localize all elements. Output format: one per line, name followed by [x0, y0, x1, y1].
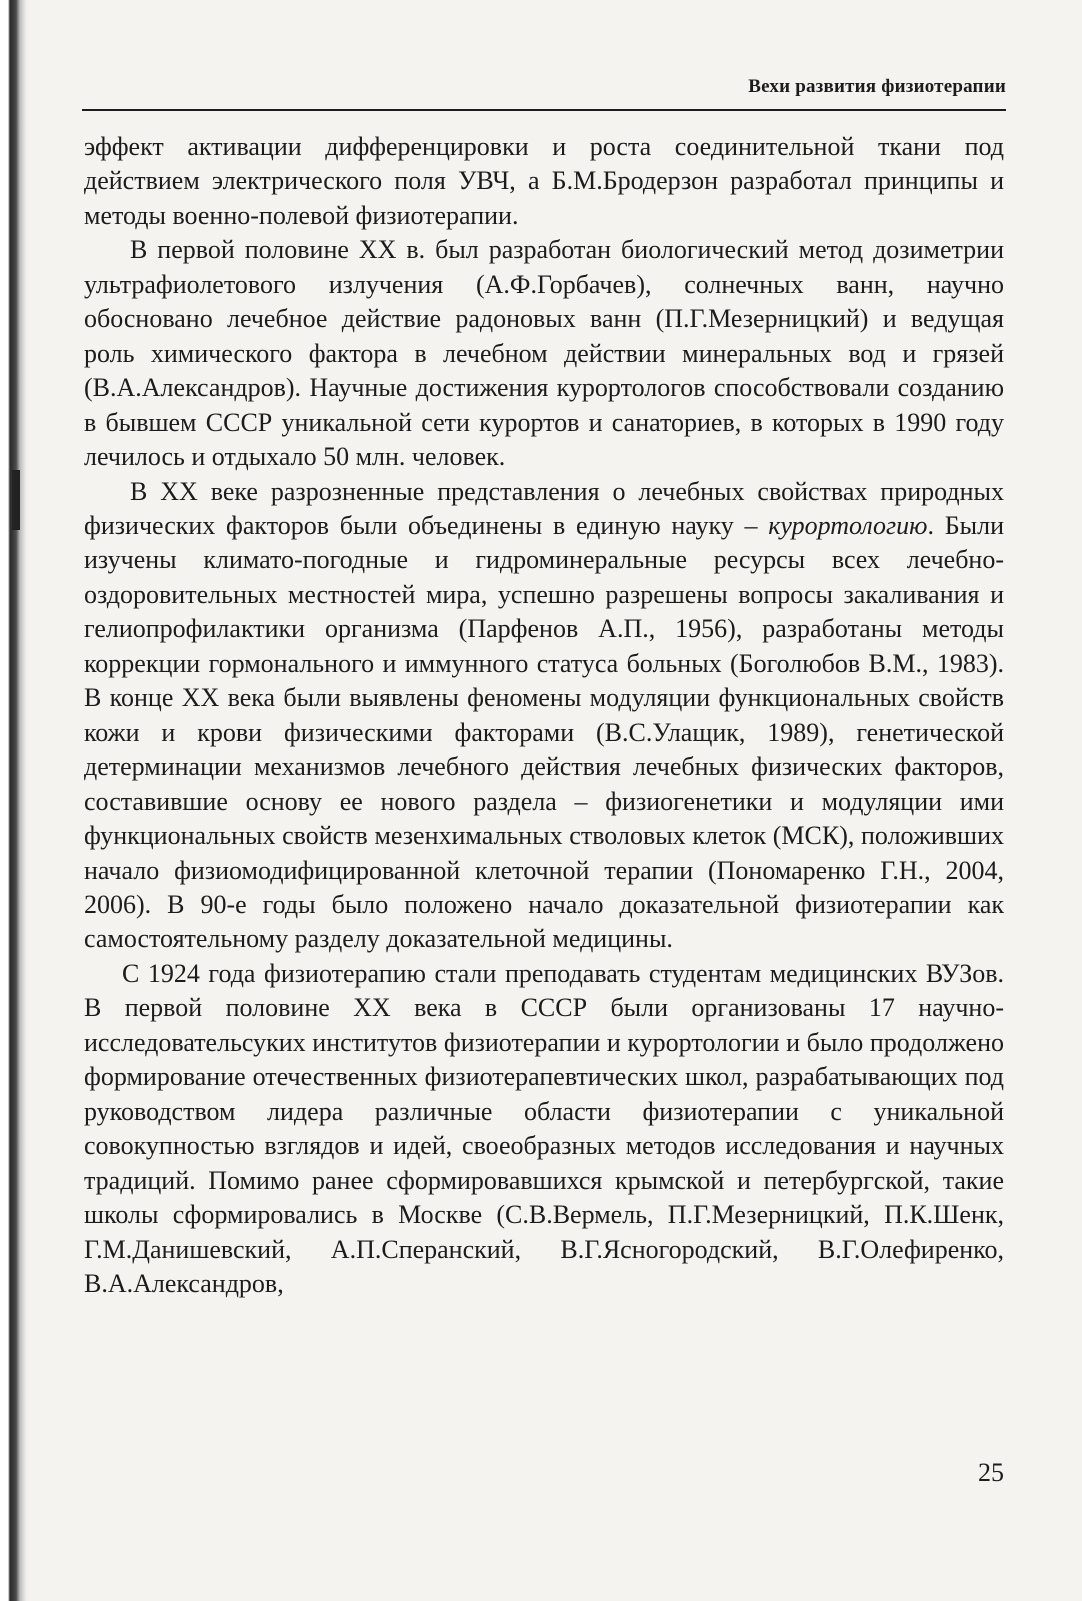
running-head: Вехи развития физиотерапии	[748, 76, 1006, 97]
page-binding-edge	[0, 0, 30, 1601]
binding-shadow-mark	[12, 470, 20, 530]
paragraph-1: эффект активации дифференцировки и роста соединительной ткани под действием электрического поля УВЧ, а Б.М.Бродерзон разработал принципы и методы военно-полевой физиотерапии.	[84, 132, 1004, 230]
header-rule	[82, 109, 1006, 111]
page-number: 25	[978, 1458, 1004, 1487]
paragraph-3-rest: . Были изучены климато-погодные и гидроминеральные ресурсы всех лечебно-оздоровительных местностей мира, успешно разрешены вопросы закаливания и гелиопрофилактики организма (Парфенов А.П., 1956), разработаны методы коррекции гормонального и иммунного статуса больных (Боголюбов В.М., 1983). В конце XX века были выявлены феномены модуляции функциональных свойств кожи и крови физическими факторами (В.С.Улащик, 1989), генетической детерминации механизмов лечебного действия лечебных физических факторов, составившие основу ее нового раздела – физиогенетики и модуляции ими функциональных свойств мезенхимальных стволовых клеток (МСК), положивших начало физиомодифицированной клеточной терапии (Пономаренко Г.Н., 2004, 2006). В 90-е годы было положено начало доказательной физиотерапии как самостоятельному разделу доказательной медицины.	[84, 510, 1004, 954]
paragraph-3-lead: В XX веке разрозненные представления о лечебных свойствах природных физических факторов были объединены в единую науку –	[84, 476, 1004, 540]
paragraph-4: С 1924 года физиотерапию стали преподавать студентам медицинских ВУЗов. В первой половине XX века в СССР были организованы 17 научно-исследовательсуких институтов физиотерапии и курортологии и было продолжено формирование отечественных физиотерапевтических школ, разрабатывающих под руководством лидера различные области физиотерапии с уникальной совокупностью взглядов и идей, своеобразных методов исследования и научных традиций. Помимо ранее сформировавшихся крымской и петербургской, такие школы сформировались в Москве (С.В.Вермель, П.Г.Мезерницкий, П.К.Шенк, Г.М.Данишевский, А.П.Сперанский, В.Г.Ясногородский, В.Г.Олефиренко, В.А.Александров,	[84, 958, 1004, 1298]
paragraph-2: В первой половине XX в. был разработан биологический метод дозиметрии ультрафиолетового излучения (А.Ф.Горбачев), солнечных ванн, научно обосновано лечебное действие радоновых ванн (П.Г.Мезерницкий) и ведущая роль химического фактора в лечебном действии минеральных вод и грязей (В.А.Александров). Научные достижения курортологов способствовали созданию в бывшем СССР уникальной сети курортов и санаториев, в которых в 1990 году лечилось и отдыхало 50 млн. человек.	[84, 235, 1004, 472]
paragraph-3	[84, 475, 1004, 957]
emphasis-term: курортологию	[768, 510, 928, 540]
body-text	[84, 130, 1004, 1301]
